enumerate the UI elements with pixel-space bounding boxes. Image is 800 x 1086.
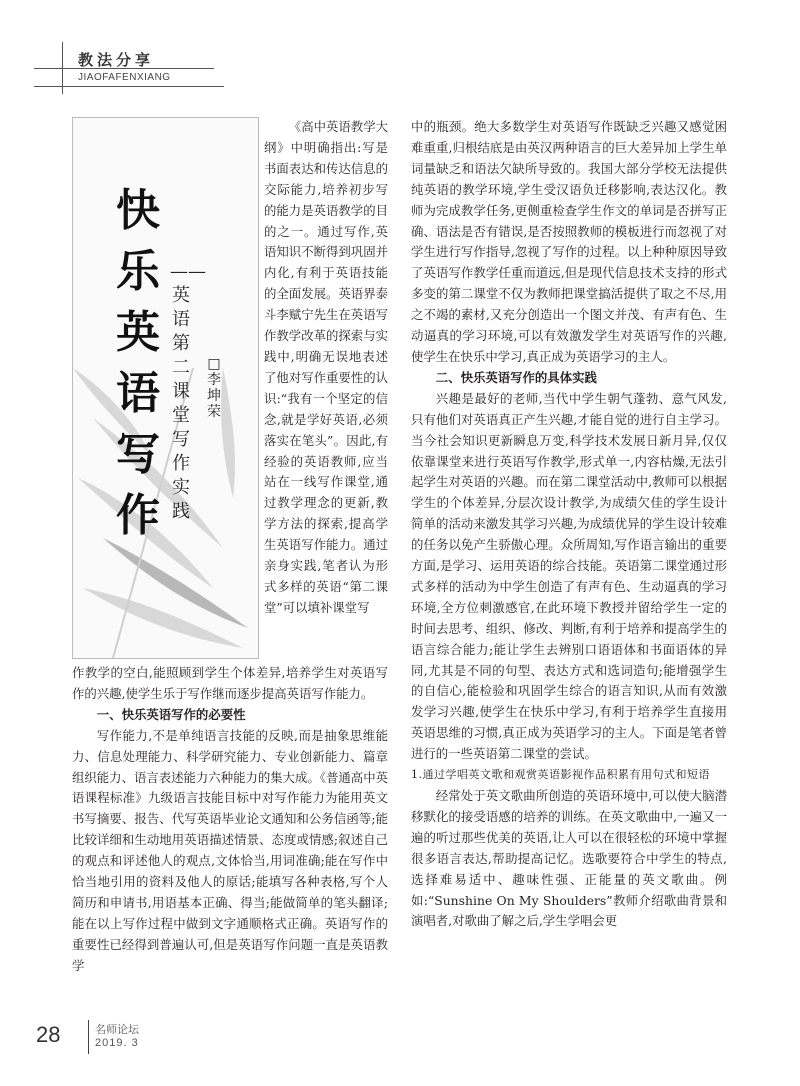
issue-date: 2019. 3	[95, 1037, 139, 1049]
paragraph-necessity: 写作能力,不是单纯语言技能的反映,而是抽象思维能力、信息处理能力、科学研究能力、专业创新能力、篇章组织能力、语言表述能力六种能力的集大成。《普通高中英语课程标准》九级语言技能目标中对写作能力为能用英文书写摘要、报告、代写英语毕业论文通知和公务信函等;能比较详细和生动地用英语描述情景、态度或情感;叙述自己的观点和评述他人的观点,文体恰当,用词准确;能在写作中恰当地引用的资料及他人的原话;能填写各种表格,写个人简历和申请书,用语基本正确、得当;能做简单的笔头翻译;能在以上写作过程中做到文字通顺格式正确。英语写作的重要性已经得到普遍认可,但是英语写作问题一直是英语教学	[72, 727, 388, 973]
left-column-bottom	[72, 663, 388, 977]
page-number: 28	[36, 1022, 61, 1047]
magazine-name: 名师论坛	[95, 1023, 139, 1036]
bamboo-leaves-decoration	[73, 118, 258, 658]
footer-divider	[88, 1020, 89, 1054]
paragraph-intro-continued: 作教学的空白,能照顾到学生个体差异,培养学生对英语写作的兴趣,使学生乐于写作继而逐步提高英语写作能力。	[72, 665, 388, 701]
title-char: 快	[116, 185, 160, 236]
title-char: 语	[116, 368, 160, 419]
heading-section-two: 二、快乐英语写作的具体实践	[435, 369, 597, 385]
heading-section-one: 一、快乐英语写作的必要性	[96, 706, 246, 722]
paragraph-interest: 兴趣是最好的老师,当代中学生朝气蓬勃、意气风发,只有他们对英语真正产生兴趣,才能自觉的进行自主学习。当今社会知识更新瞬息万变,科学技术发展日新月异,仅仅依靠课堂来进行英语写作教学,形式单一,内容枯燥,无法引起学生对英语的兴趣。而在第二课堂活动中,教师可以根据学生的个体差异,分层次设计教学,为成绩欠佳的学生设计简单的活动来激发其学习兴趣,为成绩优异的学生设计较难的任务以免产生骄傲心理。众所周知,写作语言输出的重要方面,是学习、运用英语的综合技能。英语第二课堂通过形式多样的活动为中学生创造了有声有色、生动逼真的学习环境,全方位刺激感官,在此环境下教授并留给学生一定的时间去思考、组织、修改、判断,有利于培养和提高学生的语言综合能力;能让学生去辨别口语语体和书面语体的异同,尤其是不同的句型、表达方式和选词造句;能增强学生的自信心,能检验和巩固学生综合的语言知识,从而有效激发学习兴趣,使学生在快乐中学习,有利于培养学生直接用英语思维的习惯,真正成为英语学习的主人。下面是笔者曾进行的一些英语第二课堂的尝试。	[411, 390, 727, 762]
section-title: 教法分享	[78, 51, 155, 69]
section-pinyin: JIAOFAFENXIANG	[78, 72, 171, 83]
article-author: □李坤荣	[207, 356, 221, 420]
header-rule-bottom	[34, 86, 224, 87]
paragraph-bottleneck: 中的瓶颈。绝大多数学生对英语写作既缺乏兴趣又感觉困难重重,归根结底是由英汉两种语言的巨大差异加上学生单词量缺乏和语法欠缺所导致的。我国大部分学校无法提供纯英语的教学环境,学生受汉语负迁移影响,表达汉化。教师为完成教学任务,更侧重检查学生作文的单词是否拼写正确、语法是否有错误,是否按照教师的模板进行而忽视了对学生进行写作指导,忽视了写作的过程。以上种种原因导致了英语写作教学任重而道远,但是现代信息技术支持的形式多变的第二课堂不仅为教师把课堂搞活提供了取之不尽,用之不竭的素材,又充分创造出一个图文并茂、有声有色、生动逼真的学习环境,可以有效激发学生对英语写作的兴趣,使学生在快乐中学习,真正成为英语学习的主人。	[411, 119, 727, 364]
title-char: 英	[116, 307, 160, 358]
title-char: 作	[116, 490, 160, 541]
heading-subsection-one: 1.通过学唱英文歌和观赏英语影视作品积累有用句式和短语	[411, 768, 710, 782]
paragraph-songs: 经常处于英文歌曲所创造的英语环境中,可以使大脑潜移默化的接受语感的培养的训练。在英文歌曲中,一遍又一遍的听过那些优美的英语,让人可以在很轻松的环境中掌握很多语言表达,帮助提高记忆。选歌要符合中学生的特点,选择难易适中、趣味性强、正能量的英文歌曲。例如:“Sunshine On My Shoulders”教师介绍歌曲背景和演唱者,对歌曲了解之后,学生学唱会更	[411, 788, 727, 929]
paragraph-intro: 《高中英语教学大纲》中明确指出:写是书面表达和传达信息的交际能力,培养初步写的能力是英语教学的目的之一。通过写作,英语知识不断得到巩固并内化,有利于英语技能的全面发展。英语界泰斗李赋宁先生在英语写作教学改革的探索与实践中,明确无误地表述了他对写作重要性的认识:“我有一个坚定的信念,就是学好英语,必须落实在笔头”。因此,有经验的英语教师,应当站在一线写作课堂,通过教学理念的更新,教学方法的探索,提高学生英语写作能力。通过亲身实践,笔者认为形式多样的英语“第二课堂”可以填补课堂写	[264, 119, 388, 615]
left-column-top	[264, 117, 388, 619]
title-char: 写	[116, 429, 160, 480]
right-column	[411, 117, 727, 932]
title-box	[72, 117, 259, 659]
article-title	[112, 180, 164, 546]
article-subtitle: ——英语第二课堂写作实践	[170, 261, 206, 522]
title-char: 乐	[116, 246, 160, 297]
